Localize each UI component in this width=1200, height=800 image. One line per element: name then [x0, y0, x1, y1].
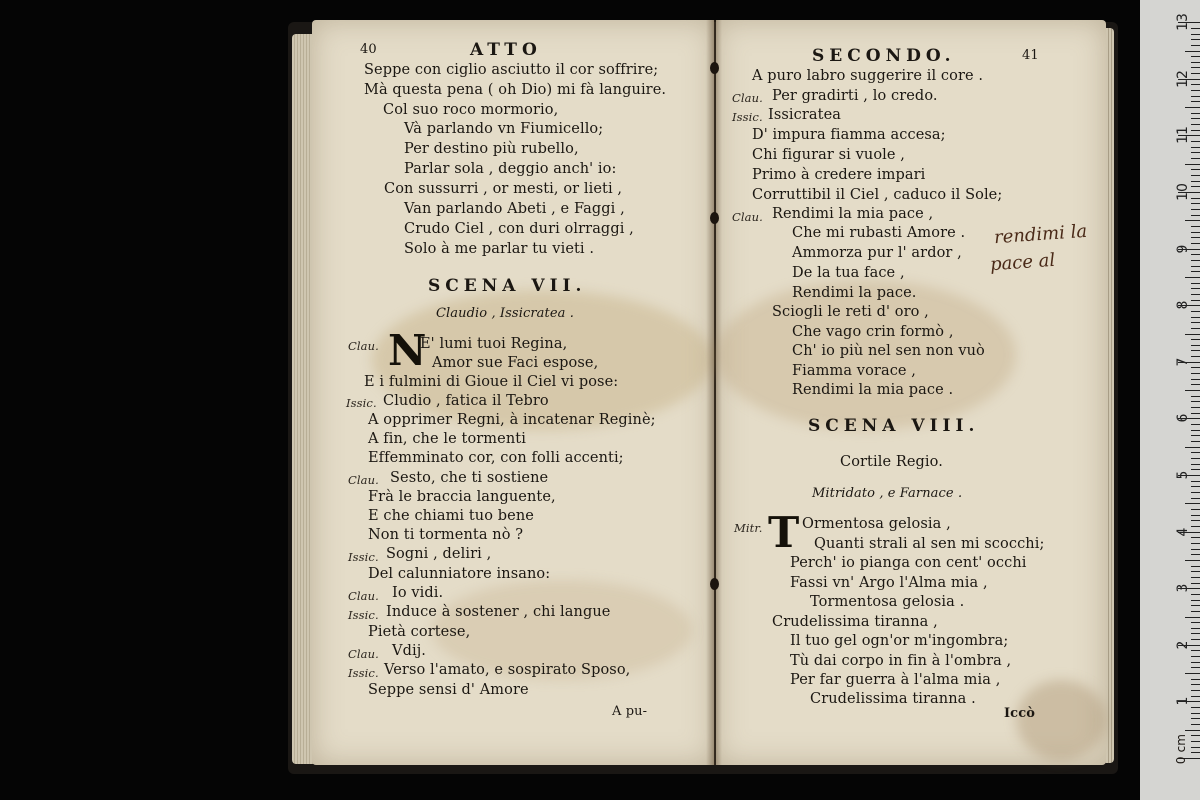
verse-line: Quanti strali al sen mi scocchi; [814, 536, 1045, 552]
ruler-tick [1191, 379, 1200, 380]
verse-line: Van parlando Abeti , e Faggi , [404, 201, 625, 217]
ruler-tick [1191, 356, 1200, 357]
ruler-number: 1 [1175, 696, 1191, 706]
ruler-tick [1191, 271, 1200, 272]
dialogue-line: D' impura fiamma accesa; [752, 127, 946, 143]
ruler-tick [1185, 503, 1200, 504]
verse-line: Solo à me parlar tu vieti . [404, 241, 595, 257]
ruler-tick [1191, 266, 1200, 267]
ruler-unit-label: 0 cm [1174, 733, 1189, 765]
ruler-tick [1191, 113, 1200, 114]
ruler-tick [1191, 628, 1200, 629]
ruler-tick [1191, 373, 1200, 374]
ruler-tick [1191, 209, 1200, 210]
right-page-number: 41 [1022, 48, 1039, 63]
ruler-tick [1185, 107, 1200, 108]
ruler-number: 11 [1175, 126, 1191, 145]
ruler-tick [1191, 243, 1200, 244]
dialogue-line: Rendimi la mia pace , [772, 206, 934, 222]
dialogue-line: Rendimi la pace. [792, 285, 917, 301]
book-gutter [706, 20, 722, 765]
dialogue-line: Seppe sensi d' Amore [368, 682, 529, 698]
speaker-label: Issic. [348, 608, 379, 622]
ruler-tick [1191, 169, 1200, 170]
dialogue-line: Corruttibil il Ciel , caduco il Sole; [752, 187, 1003, 203]
verse-line: Per far guerra à l'alma mia , [790, 672, 1001, 688]
ruler-tick [1191, 735, 1200, 736]
dialogue-line: Cludio , fatica il Tebro [383, 393, 549, 409]
scene-heading: SCENA VIII. [808, 416, 980, 436]
ruler-tick [1191, 554, 1200, 555]
ruler-tick [1191, 679, 1200, 680]
verse-line: Và parlando vn Fiumicello; [404, 121, 604, 137]
ruler-tick [1191, 130, 1200, 131]
ruler-tick [1191, 288, 1200, 289]
ruler-tick [1191, 690, 1200, 691]
ruler-tick [1185, 673, 1200, 674]
verse-line: Tormentosa gelosia . [810, 594, 965, 610]
ruler-tick [1191, 611, 1200, 612]
ruler-tick [1191, 571, 1200, 572]
dialogue-line: Sciogli le reti d' oro , [772, 304, 929, 320]
verse-line: Il tuo gel ogn'or m'ingombra; [790, 633, 1009, 649]
ruler-tick [1191, 498, 1200, 499]
ruler-tick [1191, 435, 1200, 436]
verse-line: Seppe con ciglio asciutto il cor soffrire; [364, 62, 659, 78]
ruler-tick [1191, 45, 1200, 46]
ruler-tick [1191, 594, 1200, 595]
handwritten-annotation: rendimi la [993, 220, 1088, 249]
verse-line: Per destino più rubello, [404, 141, 579, 157]
ruler-tick [1191, 430, 1200, 431]
verse-line: Crudelissima tiranna . [810, 691, 976, 707]
ruler-number: 12 [1175, 69, 1191, 88]
ruler-tick [1191, 549, 1200, 550]
ruler-number: 6 [1175, 413, 1191, 423]
ruler-tick [1191, 413, 1200, 414]
ruler-number: 9 [1175, 244, 1191, 254]
dialogue-line: Induce à sostener , chi langue [386, 604, 611, 620]
ruler-tick [1191, 486, 1200, 487]
speaker-label: Issic. [346, 396, 377, 410]
ruler-tick [1191, 583, 1200, 584]
ruler-tick [1191, 639, 1200, 640]
dialogue-line: Fiamma vorace , [792, 363, 917, 379]
scene-setting: Cortile Regio. [840, 454, 943, 470]
ruler-tick [1191, 401, 1200, 402]
ruler-number: 5 [1175, 470, 1191, 480]
dialogue-line: Primo à credere impari [752, 167, 926, 183]
dialogue-line: Vdij. [392, 643, 426, 659]
ruler-tick [1191, 684, 1200, 685]
ruler-tick [1191, 203, 1200, 204]
ruler-tick [1191, 101, 1200, 102]
ruler-tick [1191, 96, 1200, 97]
ruler-tick [1185, 617, 1200, 618]
speaker-label: Mitr. [734, 521, 763, 535]
ruler-tick [1191, 667, 1200, 668]
dialogue-line: A puro labro suggerire il core . [752, 68, 984, 84]
dialogue-line: Amor sue Faci espose, [432, 355, 599, 371]
dialogue-line: Del calunniatore insano: [368, 566, 551, 582]
dialogue-line: Che mi rubasti Amore . [792, 225, 966, 241]
ruler-tick [1191, 509, 1200, 510]
dialogue-line: De la tua face , [792, 265, 905, 281]
ruler-tick [1191, 656, 1200, 657]
dialogue-line: Ammorza pur l' ardor , [792, 245, 962, 261]
dialogue-line: E' lumi tuoi Regina, [420, 336, 568, 352]
verse-line: Tù dai corpo in fin à l'ombra , [790, 653, 1012, 669]
ruler-tick [1191, 441, 1200, 442]
ruler-tick [1191, 260, 1200, 261]
ruler-tick [1191, 62, 1200, 63]
dialogue-line: Verso l'amato, e sospirato Sposo, [384, 662, 631, 678]
speaker-label: Clau. [732, 91, 763, 105]
speaker-label: Clau. [732, 210, 763, 224]
ruler-tick [1191, 741, 1200, 742]
ruler-tick [1191, 322, 1200, 323]
ruler-tick [1191, 464, 1200, 465]
ruler-tick [1191, 384, 1200, 385]
ruler-tick [1191, 158, 1200, 159]
dialogue-line: Issicratea [768, 107, 841, 123]
ruler-tick [1191, 622, 1200, 623]
ruler-tick [1191, 328, 1200, 329]
speaker-label: Issic. [348, 666, 379, 680]
ruler-tick [1185, 220, 1200, 221]
ruler-tick [1191, 407, 1200, 408]
dialogue-line: A opprimer Regni, à incatenar Reginè; [368, 412, 656, 428]
verse-line: Crudelissima tiranna , [772, 614, 938, 630]
dialogue-line: Per gradirti , lo credo. [772, 88, 938, 104]
ruler-tick [1191, 713, 1200, 714]
speaker-label: Clau. [348, 339, 379, 353]
dialogue-line: Non ti tormenta nò ? [368, 527, 524, 543]
ruler-number: 13 [1175, 13, 1191, 32]
ruler-number: 8 [1175, 300, 1191, 310]
ruler-tick [1185, 390, 1200, 391]
drop-cap: N [388, 326, 427, 375]
verse-line: Con sussurri , or mesti, or lieti , [384, 181, 623, 197]
speaker-label: Issic. [348, 550, 379, 564]
ruler-number: 7 [1175, 357, 1191, 367]
ruler-tick [1191, 605, 1200, 606]
ruler-tick [1191, 718, 1200, 719]
ruler-tick [1191, 481, 1200, 482]
ruler-tick [1185, 164, 1200, 165]
speaker-label: Issic. [732, 110, 763, 124]
ruler-tick [1191, 543, 1200, 544]
dialogue-line: Effemminato cor, con folli accenti; [368, 450, 624, 466]
ruler-tick [1191, 186, 1200, 187]
ruler-tick [1191, 747, 1200, 748]
speaker-label: Clau. [348, 589, 379, 603]
left-running-head: ATTO [470, 40, 542, 60]
speaker-label: Clau. [348, 647, 379, 661]
verse-line: Parlar sola , deggio anch' io: [404, 161, 617, 177]
ruler-tick [1191, 492, 1200, 493]
ruler-tick [1191, 350, 1200, 351]
left-catchword: A pu- [612, 704, 648, 719]
ruler-tick [1191, 662, 1200, 663]
ruler-tick [1191, 752, 1200, 753]
ruler-tick [1191, 34, 1200, 35]
dialogue-line: Sesto, che ti sostiene [390, 470, 549, 486]
right-running-head: SECONDO. [812, 46, 956, 66]
dialogue-line: E i fulmini di Gioue il Ciel vi pose: [364, 374, 619, 390]
dialogue-line: Chi figurar si vuole , [752, 147, 906, 163]
verse-line: Col suo roco mormorio, [383, 102, 559, 118]
ruler-tick [1191, 469, 1200, 470]
ruler-tick [1191, 73, 1200, 74]
ruler-tick [1191, 633, 1200, 634]
dialogue-line: Sogni , deliri , [386, 546, 492, 562]
verse-line: Mà questa pena ( oh Dio) mi fà languire. [364, 82, 667, 98]
ruler-tick [1191, 215, 1200, 216]
ruler-tick [1191, 520, 1200, 521]
ruler-tick [1191, 56, 1200, 57]
ruler-tick [1191, 424, 1200, 425]
ruler-tick [1191, 311, 1200, 312]
binding-hole [710, 62, 719, 74]
scene-characters: Claudio , Issicratea . [436, 306, 574, 321]
ruler-tick [1191, 90, 1200, 91]
ruler-tick [1191, 124, 1200, 125]
handwritten-annotation: pace al [989, 249, 1056, 276]
ruler-tick [1191, 84, 1200, 85]
measurement-ruler [1140, 0, 1200, 800]
ruler-tick [1191, 141, 1200, 142]
ruler-tick [1191, 600, 1200, 601]
dialogue-line: Ch' io più nel sen non vuò [792, 343, 985, 359]
dialogue-line: Frà le braccia languente, [368, 489, 556, 505]
speaker-label: Clau. [348, 473, 379, 487]
ruler-tick [1191, 537, 1200, 538]
binding-hole [710, 578, 719, 590]
ruler-tick [1185, 447, 1200, 448]
ruler-tick [1185, 560, 1200, 561]
ruler-tick [1191, 67, 1200, 68]
ruler-tick [1191, 226, 1200, 227]
ruler-tick [1191, 396, 1200, 397]
ruler-tick [1191, 452, 1200, 453]
ruler-tick [1191, 707, 1200, 708]
ruler-tick [1185, 334, 1200, 335]
ruler-tick [1191, 181, 1200, 182]
ruler-tick [1191, 232, 1200, 233]
ruler-number: 2 [1175, 640, 1191, 650]
dialogue-line: Io vidi. [392, 585, 444, 601]
ruler-tick [1191, 237, 1200, 238]
ruler-tick [1191, 152, 1200, 153]
ruler-tick [1185, 277, 1200, 278]
ruler-tick [1191, 147, 1200, 148]
left-page-number: 40 [360, 42, 377, 57]
ruler-tick [1191, 317, 1200, 318]
ruler-tick [1191, 175, 1200, 176]
ruler-tick [1191, 345, 1200, 346]
ruler-tick [1191, 367, 1200, 368]
ruler-tick [1191, 28, 1200, 29]
dialogue-line: Pietà cortese, [368, 624, 471, 640]
verse-line: Crudo Ciel , con duri olrraggi , [404, 221, 634, 237]
ruler-tick [1191, 254, 1200, 255]
scene-heading: SCENA VII. [428, 276, 587, 296]
ruler-tick [1191, 118, 1200, 119]
verse-line: Ormentosa gelosia , [802, 516, 951, 532]
drop-cap: T [768, 508, 800, 557]
ruler-tick [1191, 458, 1200, 459]
verse-line: Fassi vn' Argo l'Alma mia , [790, 575, 988, 591]
ruler-tick [1191, 566, 1200, 567]
ruler-tick [1191, 650, 1200, 651]
ruler-tick [1191, 696, 1200, 697]
verse-line: Perch' io pianga con cent' occhi [790, 555, 1027, 571]
right-catchword: Iccò [1004, 706, 1035, 721]
dialogue-line: A fin, che le tormenti [368, 431, 526, 447]
ruler-number: 4 [1175, 527, 1191, 537]
ruler-tick [1191, 339, 1200, 340]
ruler-number: 10 [1175, 183, 1191, 201]
dialogue-line: Rendimi la mia pace . [792, 382, 954, 398]
ruler-tick [1191, 294, 1200, 295]
ruler-tick [1191, 300, 1200, 301]
binding-hole [710, 212, 719, 224]
ruler-tick [1191, 39, 1200, 40]
ruler-tick [1191, 724, 1200, 725]
scene-characters: Mitridato , e Farnace . [812, 486, 963, 501]
ruler-number: 3 [1175, 583, 1191, 593]
ruler-tick [1185, 730, 1200, 731]
ruler-tick [1191, 515, 1200, 516]
ruler-tick [1191, 283, 1200, 284]
dialogue-line: E che chiami tuo bene [368, 508, 534, 524]
ruler-tick [1191, 577, 1200, 578]
ruler-tick [1185, 51, 1200, 52]
ruler-tick [1191, 526, 1200, 527]
dialogue-line: Che vago crin formò , [792, 324, 954, 340]
ruler-tick [1191, 198, 1200, 199]
